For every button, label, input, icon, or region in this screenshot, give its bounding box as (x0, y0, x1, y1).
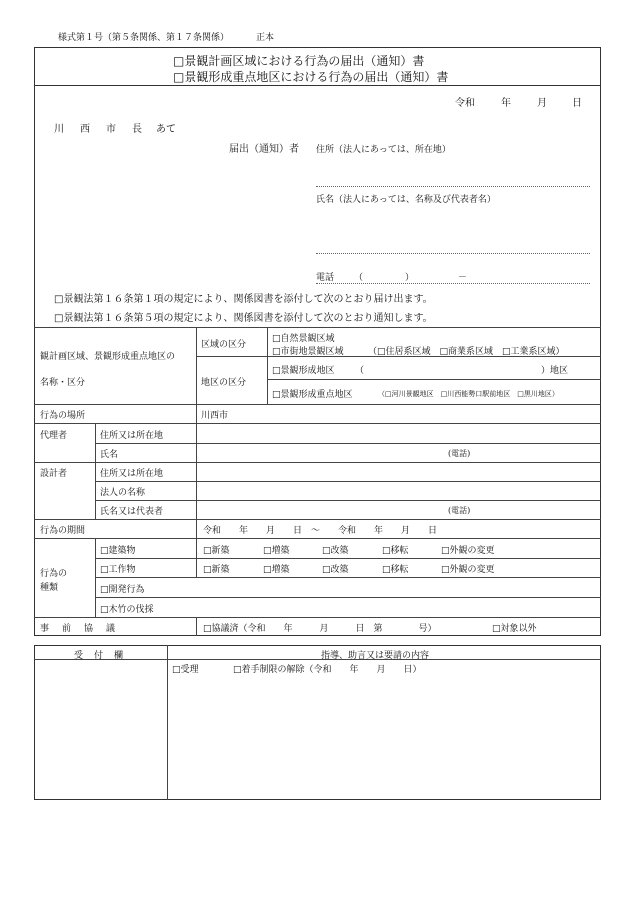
reception-label: 受 付 欄 (74, 651, 125, 661)
building-new-checkbox[interactable]: □新築 (203, 546, 230, 556)
table-rule (196, 327, 197, 404)
district-category-label: 地区の区分 (201, 378, 247, 388)
zone-category-label: 区域の区分 (201, 340, 247, 350)
consult-done-checkbox[interactable]: □協議済（令和 年 月 日 第 号） (203, 624, 437, 634)
table-rule (95, 423, 96, 519)
designer-label: 設計者 (40, 469, 68, 479)
designer-name-label: 氏名又は代表者 (100, 507, 164, 517)
notifier-name-label: 氏名（法人にあっては、名称及び代表者名） (316, 195, 496, 205)
kind-label-2: 種類 (40, 583, 59, 593)
table-rule (34, 462, 601, 463)
kind-building-checkbox[interactable]: □建築物 (100, 546, 136, 556)
notifier-label: 届出（通知）者 (229, 144, 299, 155)
district-formation-checkbox[interactable]: □景観形成地区 (272, 366, 335, 376)
name-underline (316, 253, 590, 254)
agent-address-label: 住所又は所在地 (100, 431, 164, 441)
building-exterior-checkbox[interactable]: □外観の変更 (441, 546, 495, 556)
table-rule (34, 404, 601, 405)
table-rule (196, 617, 197, 636)
table-rule (95, 577, 601, 578)
kind-structure-checkbox[interactable]: □工作物 (100, 565, 136, 575)
accepted-checkbox[interactable]: □受理 (172, 665, 199, 675)
statement-inform: □景観法第１６条第５項の規定により、関係図書を添付して次のとおり通知します。 (54, 313, 433, 324)
addressee-mayor: 川 西 市 長 (54, 124, 145, 135)
district-formation-suffix: ）地区 (541, 366, 569, 376)
table-rule (34, 327, 601, 328)
location-value: 川西市 (201, 411, 229, 421)
table-rule (167, 645, 168, 800)
title-line-2: □景観形成重点地区における行為の届出（通知）書 (173, 70, 449, 84)
district-priority-checkbox[interactable]: □景観形成重点地区 (272, 390, 353, 400)
table-rule (95, 558, 601, 559)
kind-label-1: 行為の (40, 569, 68, 579)
phone-dash: － (458, 273, 468, 283)
date-year: 年 (501, 98, 511, 109)
phone-close-paren: ） (405, 273, 415, 283)
date-era: 令和 (455, 98, 475, 109)
address-underline (316, 186, 590, 187)
zone-urban-subtypes[interactable]: （□住居系区域 □商業系区域 □工業系区域） (368, 347, 565, 357)
copy-label: 正本 (256, 33, 275, 43)
designer-phone-label: (電話) (448, 506, 471, 515)
zone-urban-checkbox[interactable]: □市街地景観区域 (272, 347, 344, 357)
phone-underline (316, 283, 590, 284)
table-rule (34, 538, 601, 539)
notifier-address-label: 住所（法人にあっては、所在地） (316, 145, 451, 155)
agent-phone-label: (電話) (448, 449, 471, 458)
consult-label: 事 前 協 議 (40, 624, 118, 634)
table-rule (34, 423, 601, 424)
table-rule (267, 379, 601, 380)
table-rule (196, 423, 197, 519)
table-rule (267, 327, 268, 404)
table-rule (34, 617, 601, 618)
consult-none-checkbox[interactable]: □対象以外 (492, 624, 537, 634)
structure-extend-checkbox[interactable]: □増築 (263, 565, 290, 575)
title-line-1: □景観計画区域における行為の届出（通知）書 (173, 54, 425, 68)
building-rebuild-checkbox[interactable]: □改築 (322, 546, 349, 556)
kind-development-checkbox[interactable]: □開発行為 (100, 585, 145, 595)
area-label-2: 名称・区分 (40, 378, 86, 388)
period-value: 令和 年 月 日 ～ 令和 年 月 日 (203, 526, 438, 536)
building-move-checkbox[interactable]: □移転 (382, 546, 409, 556)
period-label: 行為の期間 (40, 526, 86, 536)
agent-name-label: 氏名 (100, 450, 119, 460)
form-number: 様式第１号（第５条関係、第１７条関係） (58, 33, 230, 43)
addressee-ate: あて (156, 124, 176, 135)
table-rule (196, 404, 197, 423)
table-rule (34, 519, 601, 520)
district-priority-subtypes[interactable]: （□河川景観地区 □川西能勢口駅前地区 □黒川地区） (378, 390, 559, 398)
structure-new-checkbox[interactable]: □新築 (203, 565, 230, 575)
structure-exterior-checkbox[interactable]: □外観の変更 (441, 565, 495, 575)
release-checkbox[interactable]: □着手制限の解除（令和 年 月 日） (233, 665, 422, 675)
zone-natural-checkbox[interactable]: □自然景観区域 (272, 334, 335, 344)
designer-corp-label: 法人の名称 (100, 488, 146, 498)
table-rule (95, 500, 601, 501)
table-rule (95, 597, 601, 598)
table-rule (196, 519, 197, 538)
district-formation-paren: （ (355, 366, 365, 376)
agent-label: 代理者 (40, 431, 68, 441)
building-extend-checkbox[interactable]: □増築 (263, 546, 290, 556)
location-label: 行為の場所 (40, 411, 86, 421)
designer-address-label: 住所又は所在地 (100, 469, 164, 479)
area-label-1: 観計画区域、景観形成重点地区の (40, 352, 176, 362)
structure-rebuild-checkbox[interactable]: □改築 (322, 565, 349, 575)
table-rule (95, 481, 601, 482)
kind-tree-felling-checkbox[interactable]: □木竹の伐採 (100, 605, 154, 615)
phone-label: 電話 (316, 273, 335, 283)
guidance-label: 指導、助言又は要請の内容 (321, 651, 430, 661)
date-month: 月 (537, 98, 547, 109)
date-day: 日 (572, 98, 582, 109)
table-rule (95, 443, 601, 444)
phone-open-paren: （ (354, 273, 364, 283)
statement-notify: □景観法第１６条第１項の規定により、関係図書を添付して次のとおり届け出ます。 (54, 294, 433, 305)
structure-move-checkbox[interactable]: □移転 (382, 565, 409, 575)
